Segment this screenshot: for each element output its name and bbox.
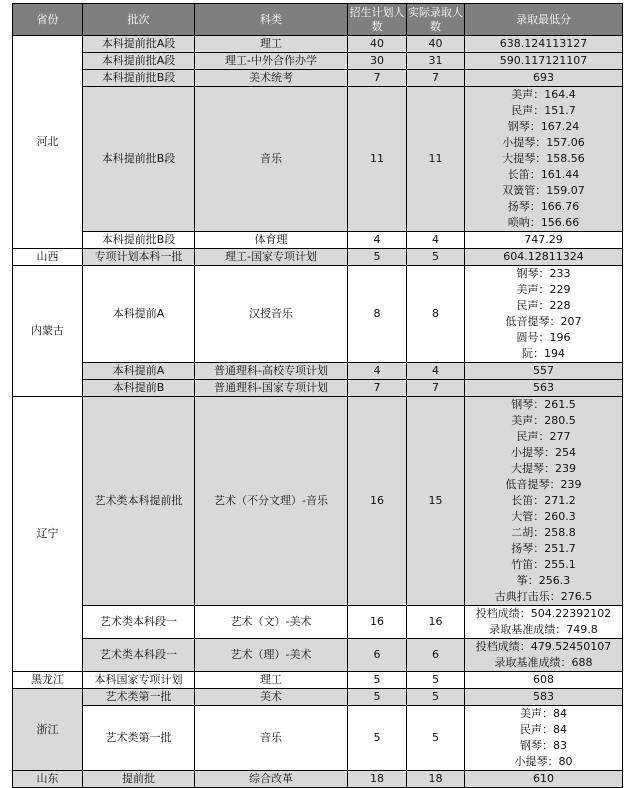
admitted-cell: 16	[407, 606, 465, 639]
score-value: 竹笛：255.1	[511, 558, 576, 571]
batch-cell: 艺术类本科提前批	[83, 397, 195, 606]
header-row	[13, 4, 623, 36]
table-row	[13, 87, 623, 232]
plan-cell: 40	[348, 36, 407, 53]
table-row	[13, 689, 623, 706]
category-cell: 艺术（文）-美术	[195, 606, 348, 639]
score-value: 610	[533, 772, 554, 785]
score-value: 557	[533, 364, 554, 377]
admitted-cell: 40	[407, 36, 465, 53]
score-cell	[465, 639, 623, 672]
batch-cell: 本科提前A	[83, 363, 195, 380]
category-cell: 音乐	[195, 706, 348, 771]
batch-cell: 艺术类第一批	[83, 689, 195, 706]
admitted-cell: 4	[407, 232, 465, 249]
admitted-cell: 15	[407, 397, 465, 606]
score-value: 583	[533, 690, 554, 703]
score-value: 美声：84	[520, 707, 567, 720]
table-row	[13, 380, 623, 397]
score-value: 钢琴：233	[516, 267, 571, 280]
score-value: 民声：277	[516, 430, 571, 443]
score-cell	[465, 606, 623, 639]
score-value: 长笛：161.44	[507, 168, 580, 181]
score-value: 长笛：271.2	[511, 494, 576, 507]
score-cell	[465, 249, 623, 266]
score-cell	[465, 266, 623, 363]
score-cell	[465, 87, 623, 232]
score-value: 美声：164.4	[511, 88, 576, 101]
plan-cell: 11	[348, 87, 407, 232]
score-value: 小提琴：80	[514, 755, 573, 768]
category-cell: 音乐	[195, 87, 348, 232]
score-value: 大提琴：239	[511, 462, 576, 475]
score-value: 民声：151.7	[511, 104, 576, 117]
admitted-cell: 5	[407, 672, 465, 689]
admission-table	[12, 3, 623, 788]
score-value: 圆号：196	[516, 331, 571, 344]
batch-cell: 艺术类本科段一	[83, 606, 195, 639]
batch-cell: 艺术类本科段一	[83, 639, 195, 672]
score-cell	[465, 53, 623, 70]
score-value: 美声：229	[516, 283, 571, 296]
score-cell	[465, 380, 623, 397]
province-cell: 山西	[13, 249, 83, 266]
score-value: 小提琴：157.06	[502, 136, 585, 149]
table-row	[13, 266, 623, 363]
score-value: 扬琴：251.7	[511, 542, 576, 555]
score-value: 录取基准成绩：749.8	[489, 623, 598, 636]
category-cell: 理工	[195, 36, 348, 53]
plan-cell: 4	[348, 232, 407, 249]
score-value: 693	[533, 71, 554, 84]
score-value: 扬琴：166.76	[507, 200, 580, 213]
admitted-cell: 7	[407, 380, 465, 397]
plan-cell: 7	[348, 380, 407, 397]
score-value: 608	[533, 673, 554, 686]
plan-cell: 30	[348, 53, 407, 70]
score-cell	[465, 672, 623, 689]
table-row	[13, 397, 623, 606]
header-min-score: 录取最低分	[465, 4, 623, 36]
category-cell: 普通理科-国家专项计划	[195, 380, 348, 397]
batch-cell: 本科提前批B段	[83, 87, 195, 232]
score-value: 低音提琴：239	[505, 478, 582, 491]
province-cell: 河北	[13, 36, 83, 249]
plan-cell: 5	[348, 672, 407, 689]
plan-cell: 5	[348, 249, 407, 266]
plan-cell: 18	[348, 771, 407, 788]
score-value: 古典打击乐：276.5	[494, 590, 593, 603]
admitted-cell: 6	[407, 639, 465, 672]
score-cell	[465, 363, 623, 380]
table-row	[13, 672, 623, 689]
batch-cell: 专项计划本科一批	[83, 249, 195, 266]
plan-cell: 5	[348, 689, 407, 706]
score-value: 钢琴：167.24	[507, 120, 580, 133]
header-batch: 批次	[83, 4, 195, 36]
score-cell	[465, 232, 623, 249]
header-admitted: 实际录取人数	[407, 4, 465, 36]
score-value: 钢琴：83	[520, 739, 567, 752]
score-value: 747.29	[524, 233, 563, 246]
plan-cell: 5	[348, 706, 407, 771]
admitted-cell: 11	[407, 87, 465, 232]
score-value: 563	[533, 381, 554, 394]
batch-cell: 本科提前A	[83, 266, 195, 363]
batch-cell: 本科提前批A段	[83, 36, 195, 53]
category-cell: 理工-中外合作办学	[195, 53, 348, 70]
province-cell: 浙江	[13, 689, 83, 771]
score-value: 双簧管：159.07	[502, 184, 585, 197]
category-cell: 艺术（理）-美术	[195, 639, 348, 672]
score-value: 投档成绩：504.22392102	[475, 607, 612, 620]
category-cell: 美术统考	[195, 70, 348, 87]
score-cell	[465, 397, 623, 606]
batch-cell: 本科提前批B段	[83, 232, 195, 249]
category-cell: 综合改革	[195, 771, 348, 788]
plan-cell: 7	[348, 70, 407, 87]
score-value: 小提琴：254	[511, 446, 576, 459]
batch-cell: 本科国家专项计划	[83, 672, 195, 689]
province-cell: 黑龙江	[13, 672, 83, 689]
header-plan: 招生计划人数	[348, 4, 407, 36]
table-row	[13, 36, 623, 53]
admitted-cell: 4	[407, 363, 465, 380]
province-cell: 辽宁	[13, 397, 83, 672]
score-value: 投档成绩：479.52450107	[475, 640, 612, 653]
admitted-cell: 5	[407, 249, 465, 266]
score-value: 录取基准成绩：688	[494, 656, 593, 669]
header-category: 科类	[195, 4, 348, 36]
batch-cell: 本科提前批A段	[83, 53, 195, 70]
batch-cell: 艺术类第一批	[83, 706, 195, 771]
category-cell: 美术	[195, 689, 348, 706]
score-value: 大管：260.3	[511, 510, 576, 523]
score-value: 民声：84	[520, 723, 567, 736]
admitted-cell: 5	[407, 689, 465, 706]
score-value: 604.12811324	[503, 250, 584, 263]
table-row	[13, 363, 623, 380]
admitted-cell: 8	[407, 266, 465, 363]
batch-cell: 提前批	[83, 771, 195, 788]
province-cell: 山东	[13, 771, 83, 788]
category-cell: 汉授音乐	[195, 266, 348, 363]
table-row	[13, 606, 623, 639]
score-value: 阮：194	[522, 347, 565, 360]
plan-cell: 16	[348, 606, 407, 639]
category-cell: 理工-国家专项计划	[195, 249, 348, 266]
province-cell: 内蒙古	[13, 266, 83, 397]
header-province: 省份	[13, 4, 83, 36]
score-value: 590.117121107	[499, 54, 588, 67]
batch-cell: 本科提前B	[83, 380, 195, 397]
category-cell: 艺术（不分文理）-音乐	[195, 397, 348, 606]
table-row	[13, 70, 623, 87]
admitted-cell: 31	[407, 53, 465, 70]
table-row	[13, 53, 623, 70]
admitted-cell: 7	[407, 70, 465, 87]
score-cell	[465, 706, 623, 771]
category-cell: 理工	[195, 672, 348, 689]
plan-cell: 8	[348, 266, 407, 363]
score-value: 筝：256.3	[516, 574, 571, 587]
admitted-cell: 18	[407, 771, 465, 788]
score-value: 大提琴：158.56	[502, 152, 585, 165]
table-row	[13, 706, 623, 771]
admitted-cell: 5	[407, 706, 465, 771]
score-cell	[465, 70, 623, 87]
score-value: 民声：228	[516, 299, 571, 312]
batch-cell: 本科提前批B段	[83, 70, 195, 87]
plan-cell: 16	[348, 397, 407, 606]
table-row	[13, 249, 623, 266]
category-cell: 体育理	[195, 232, 348, 249]
score-value: 唢呐：156.66	[507, 216, 580, 229]
score-value: 二胡：258.8	[511, 526, 576, 539]
plan-cell: 6	[348, 639, 407, 672]
score-value: 638.124113127	[499, 37, 588, 50]
plan-cell: 4	[348, 363, 407, 380]
score-value: 钢琴：261.5	[511, 398, 576, 411]
score-value: 美声：280.5	[511, 414, 576, 427]
score-value: 低音提琴：207	[505, 315, 582, 328]
category-cell: 普通理科-高校专项计划	[195, 363, 348, 380]
score-cell	[465, 689, 623, 706]
table-row	[13, 232, 623, 249]
table-row	[13, 639, 623, 672]
score-cell	[465, 36, 623, 53]
